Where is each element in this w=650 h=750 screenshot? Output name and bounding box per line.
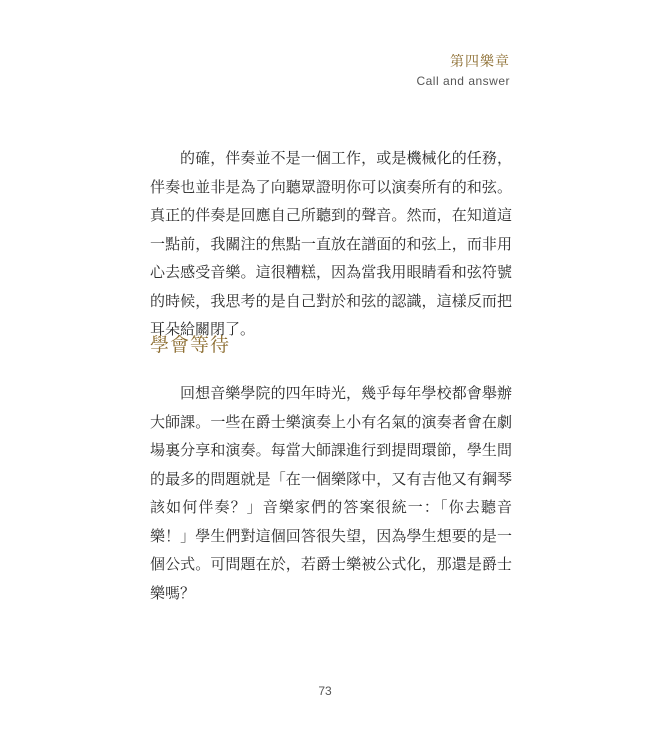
paragraph-text: 的確，伴奏並不是一個工作，或是機械化的任務，伴奏也並非是為了向聽眾證明你可以演奏所有的和弦。真正的伴奏是回應自己所聽到的聲音。然而，在知道這一點前，我關注的焦點一直放在譜面的和弦上，而非用心去感受音樂。這很糟糕，因為當我用眼睛看和弦符號的時候，我思考的是自己對於和弦的認識，這樣反而把耳朵給關閉了。 xyxy=(150,149,512,338)
page-number: 73 xyxy=(318,684,332,698)
running-header xyxy=(416,52,510,90)
body-paragraph-1 xyxy=(150,144,512,344)
paragraph-text: 回想音樂學院的四年時光，幾乎每年學校都會舉辦大師課。一些在爵士樂演奏上小有名氣的演奏者會在劇場裏分享和演奏。每當大師課進行到提問環節，學生問的最多的問題就是「在一個樂隊中，又有吉他又有鋼琴該如何伴奏？」音樂家們的答案很統一：「你去聽音樂！」學生們對這個回答很失望，因為學生想要的是一個公式。可問題在於，若爵士樂被公式化，那還是爵士樂嗎？ xyxy=(150,384,512,602)
chapter-title: 第四樂章 xyxy=(450,54,510,70)
chapter-subtitle: Call and answer xyxy=(416,74,510,88)
section-heading: 學會等待 xyxy=(150,334,231,356)
body-paragraph-2 xyxy=(150,379,512,607)
